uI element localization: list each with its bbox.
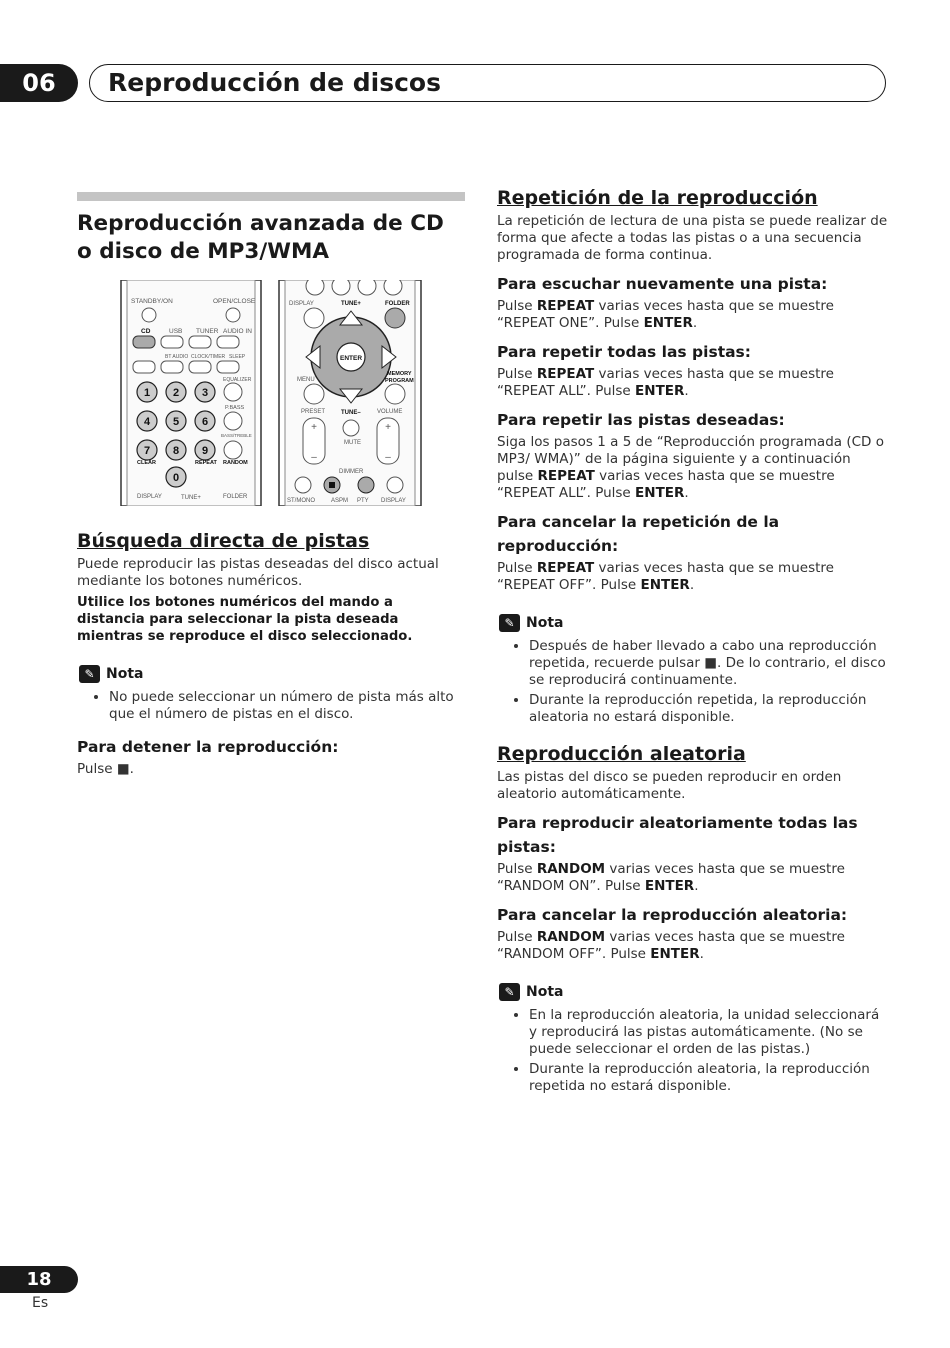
power-button-icon: [142, 308, 156, 322]
note-item: • Durante la reproducción repetida, la reproducción aleatoria no estará disponible.: [529, 692, 889, 726]
language-code: Es: [32, 1295, 49, 1311]
chapter-title-box: [89, 64, 886, 102]
label-folder: FOLDER: [223, 494, 248, 500]
repeat-one-body: Pulse REPEAT varias veces hasta que se muestre “REPEAT ONE”. Pulse ENTER.: [497, 298, 834, 331]
label-display: DISPLAY: [137, 494, 162, 500]
repeat-desired-body: Siga los pasos 1 a 5 de “Reproducción programada (CD o MP3/ WMA)” de la página siguiente y a continuación pulse REPEAT varias veces hasta que se muestre “REPEAT ALL”. Pulse ENTER.: [497, 434, 884, 501]
repeat-cancel-body: Pulse REPEAT varias veces hasta que se muestre “REPEAT OFF”. Pulse ENTER.: [497, 560, 834, 593]
label-aspm: ASPM: [331, 498, 349, 504]
label-sleep: SLEEP: [229, 354, 246, 360]
stop-body: Pulse ■.: [77, 761, 134, 777]
digit-1: 1: [143, 387, 151, 399]
label-preset: PRESET: [301, 409, 326, 415]
left-column: [77, 192, 465, 778]
note-list: [497, 1007, 889, 1095]
note-item: • En la reproducción aleatoria, la unidad seleccionará y reproducirá las pistas automáticamente. (No se puede seleccionar el orden de las pistas.): [529, 1007, 889, 1058]
note-item: • Después de haber llevado a cabo una reproducción repetida, recuerde pulsar ■. De lo contrario, el disco se reproducirá continuamente.: [529, 638, 889, 689]
digit-7: 7: [143, 445, 151, 457]
digit-9: 9: [201, 445, 209, 457]
repeat-title: Repetición de la reproducción: [497, 187, 818, 209]
label-audio-in: AUDIO IN: [223, 328, 252, 335]
note-list: [497, 638, 889, 726]
stop-title: Para detener la reproducción:: [77, 738, 339, 756]
section-divider: [77, 192, 465, 201]
repeat-intro: La repetición de lectura de una pista se puede realizar de forma que afecte a todas las pistas o a una secuencia programada de forma continua.: [497, 213, 888, 263]
repeat-cancel-title: Para cancelar la repetición de la reproducción:: [497, 513, 780, 555]
label-dimmer: DIMMER: [339, 469, 364, 475]
digit-8: 8: [172, 445, 180, 457]
digit-6: 6: [201, 416, 209, 428]
label-mute: MUTE: [344, 440, 361, 446]
note-header: [499, 614, 889, 632]
random-cancel-title: Para cancelar la reproducción aleatoria:: [497, 906, 848, 924]
pencil-icon: ✎: [79, 665, 100, 683]
random-cancel-body: Pulse RANDOM varias veces hasta que se muestre “RANDOM OFF”. Pulse ENTER.: [497, 929, 845, 962]
search-body: Puede reproducir las pistas deseadas del disco actual mediante los botones numéricos.: [77, 556, 439, 589]
remote-right-panel: [279, 280, 421, 506]
play-pause-button-icon: [358, 477, 374, 493]
pencil-icon: ✎: [499, 614, 520, 632]
label-usb: USB: [169, 328, 183, 335]
label-st-mono: ST/MONO: [287, 498, 315, 504]
svg-text:–: –: [311, 452, 317, 463]
note-item: • Durante la reproducción aleatoria, la reproducción repetida no estará disponible.: [529, 1061, 889, 1095]
label-repeat: REPEAT: [195, 460, 217, 466]
label-display-2: DISPLAY: [289, 301, 314, 307]
label-cd: CD: [141, 328, 151, 335]
digit-4: 4: [143, 416, 151, 428]
label-bass-treble: BASS/TREBLE: [221, 433, 252, 438]
section-heading: Reproducción avanzada de CD o disco de MP3/WMA: [77, 211, 444, 264]
digit-5: 5: [172, 416, 180, 428]
repeat-all-title: Para repetir todas las pistas:: [497, 343, 751, 361]
digit-3: 3: [201, 387, 209, 399]
svg-text:+: +: [385, 422, 391, 433]
right-column: [497, 185, 889, 1098]
random-all-body: Pulse RANDOM varias veces hasta que se muestre “RANDOM ON”. Pulse ENTER.: [497, 861, 845, 894]
random-title: Reproducción aleatoria: [497, 743, 746, 765]
note-item: • No puede seleccionar un número de pista más alto que el número de pistas en el disco.: [109, 689, 465, 723]
label-menu: MENU: [297, 377, 315, 383]
repeat-one-title: Para escuchar nuevamente una pista:: [497, 275, 828, 293]
note-label: Nota: [106, 666, 144, 682]
search-instruction: Utilice los botones numéricos del mando a distancia para seleccionar la pista deseada mientras se reproduce el disco seleccionado.: [77, 595, 413, 644]
label-tune-plus-2: TUNE+: [341, 301, 361, 307]
svg-text:–: –: [385, 452, 391, 463]
label-standby: STANDBY/ON: [131, 298, 173, 305]
repeat-all-body: Pulse REPEAT varias veces hasta que se muestre “REPEAT ALL”. Pulse ENTER.: [497, 366, 834, 399]
label-display-3: DISPLAY: [381, 498, 406, 504]
digit-2: 2: [172, 387, 180, 399]
label-clock-timer: CLOCK/TIMER: [191, 354, 226, 360]
label-folder-2: FOLDER: [385, 301, 410, 307]
note-list: [77, 689, 465, 723]
label-pbass: P.BASS: [225, 405, 245, 411]
label-random: RANDOM: [223, 460, 248, 466]
remote-control-illustration: [119, 280, 423, 506]
label-tuner: TUNER: [196, 328, 219, 335]
label-clear: CLEAR: [137, 460, 156, 466]
note-label: Nota: [526, 615, 564, 631]
label-memory: MEMORY: [387, 371, 412, 377]
label-enter: ENTER: [339, 355, 363, 362]
label-pty: PTY: [357, 498, 369, 504]
digit-0: 0: [172, 472, 180, 484]
search-title: Búsqueda directa de pistas: [77, 530, 370, 552]
svg-text:+: +: [311, 422, 317, 433]
label-open-close: OPEN/CLOSE: [213, 298, 256, 305]
label-volume: VOLUME: [377, 409, 403, 415]
page-number: 18: [0, 1266, 78, 1293]
random-all-title: Para reproducir aleatoriamente todas las pistas:: [497, 814, 858, 856]
label-program: PROGRAM: [385, 378, 414, 384]
eject-button-icon: [226, 308, 240, 322]
note-header: [79, 665, 465, 683]
repeat-desired-title: Para repetir las pistas deseadas:: [497, 411, 785, 429]
remote-left-panel: [121, 280, 261, 506]
label-bt-audio: BT AUDIO: [165, 354, 189, 360]
note-label: Nota: [526, 984, 564, 1000]
pencil-icon: ✎: [499, 983, 520, 1001]
chapter-number: 06: [0, 64, 78, 102]
note-header: [499, 983, 889, 1001]
chapter-title: Reproducción de discos: [108, 68, 441, 97]
mute-icon: [343, 420, 359, 436]
label-equalizer: EQUALIZER: [223, 377, 252, 383]
label-tune-plus: TUNE+: [181, 495, 201, 501]
random-intro: Las pistas del disco se pueden reproducir en orden aleatorio automáticamente.: [497, 769, 842, 802]
label-tune-minus: TUNE–: [341, 410, 361, 416]
